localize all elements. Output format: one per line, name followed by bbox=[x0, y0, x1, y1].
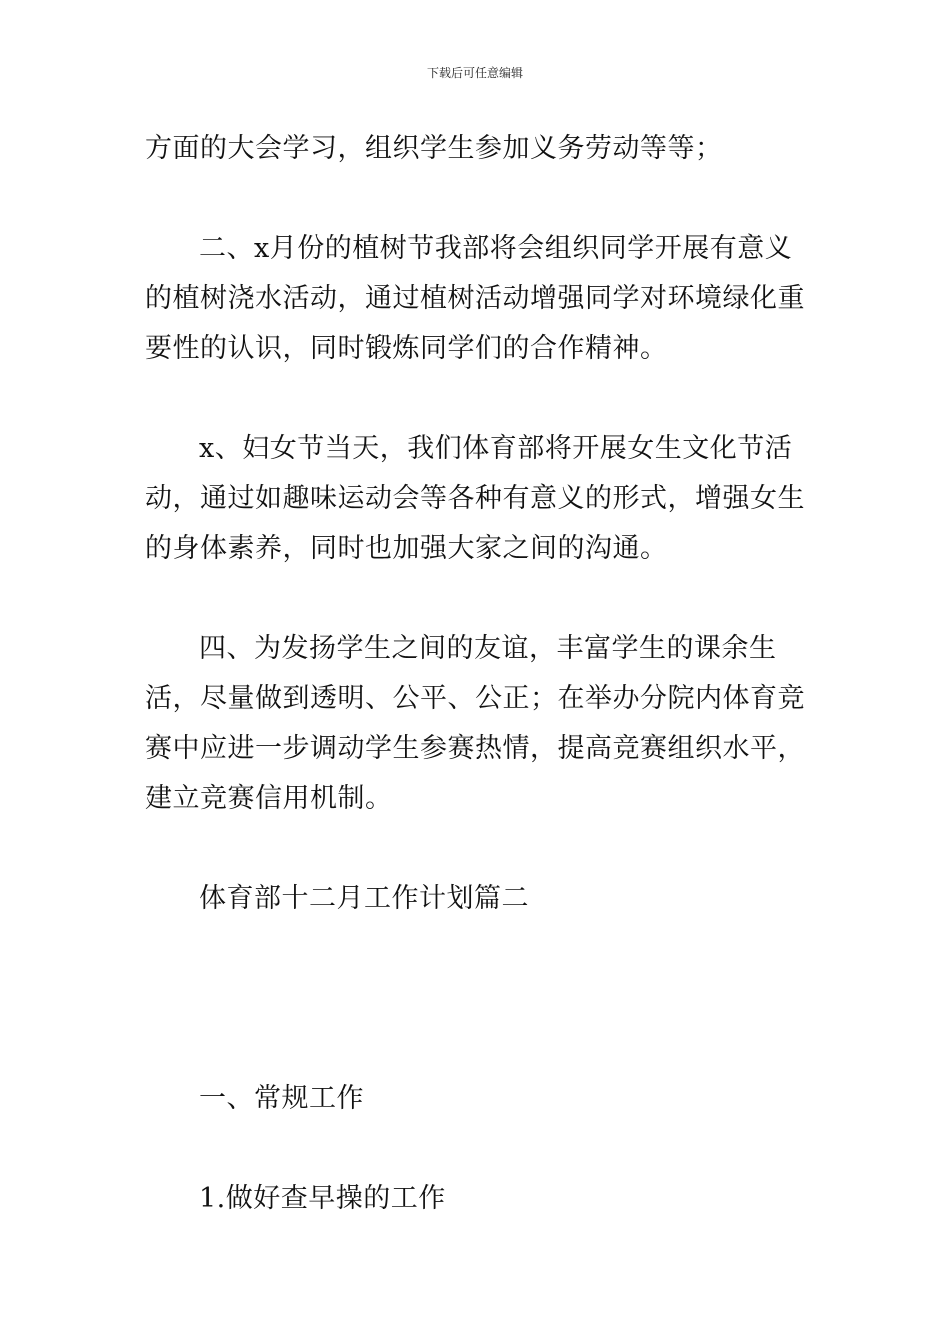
list-item-morning-exercise: 1.做好查早操的工作 bbox=[199, 1183, 446, 1214]
subheading-routine-work: 一、常规工作 bbox=[199, 1083, 364, 1114]
document-body bbox=[145, 124, 810, 1224]
paragraph-womens-day: x、妇女节当天，我们体育部将开展女生文化节活动，通过如趣味运动会等各种有意义的形式，增强女生的身体素养，同时也加强大家之间的沟通。 bbox=[145, 433, 805, 564]
paragraph-gap bbox=[145, 1124, 810, 1174]
section-gap bbox=[145, 924, 810, 1074]
paragraph-gap bbox=[145, 174, 810, 224]
paragraph-gap bbox=[145, 374, 810, 424]
paragraph-gap bbox=[145, 574, 810, 624]
paragraph-item-2-tree-planting: 二、x月份的植树节我部将会组织同学开展有意义的植树浇水活动，通过植树活动增强同学对环境绿化重要性的认识，同时锻炼同学们的合作精神。 bbox=[145, 233, 805, 364]
section-heading: 体育部十二月工作计划篇二 bbox=[199, 883, 529, 914]
paragraph-gap bbox=[145, 824, 810, 874]
paragraph-continuation: 方面的大会学习，组织学生参加义务劳动等等； bbox=[145, 133, 723, 164]
page-header-note: 下载后可任意编辑 bbox=[426, 66, 523, 80]
paragraph-item-4-competition: 四、为发扬学生之间的友谊，丰富学生的课余生活，尽量做到透明、公平、公正；在举办分院内体育竞赛中应进一步调动学生参赛热情，提高竞赛组织水平，建立竞赛信用机制。 bbox=[145, 633, 805, 814]
